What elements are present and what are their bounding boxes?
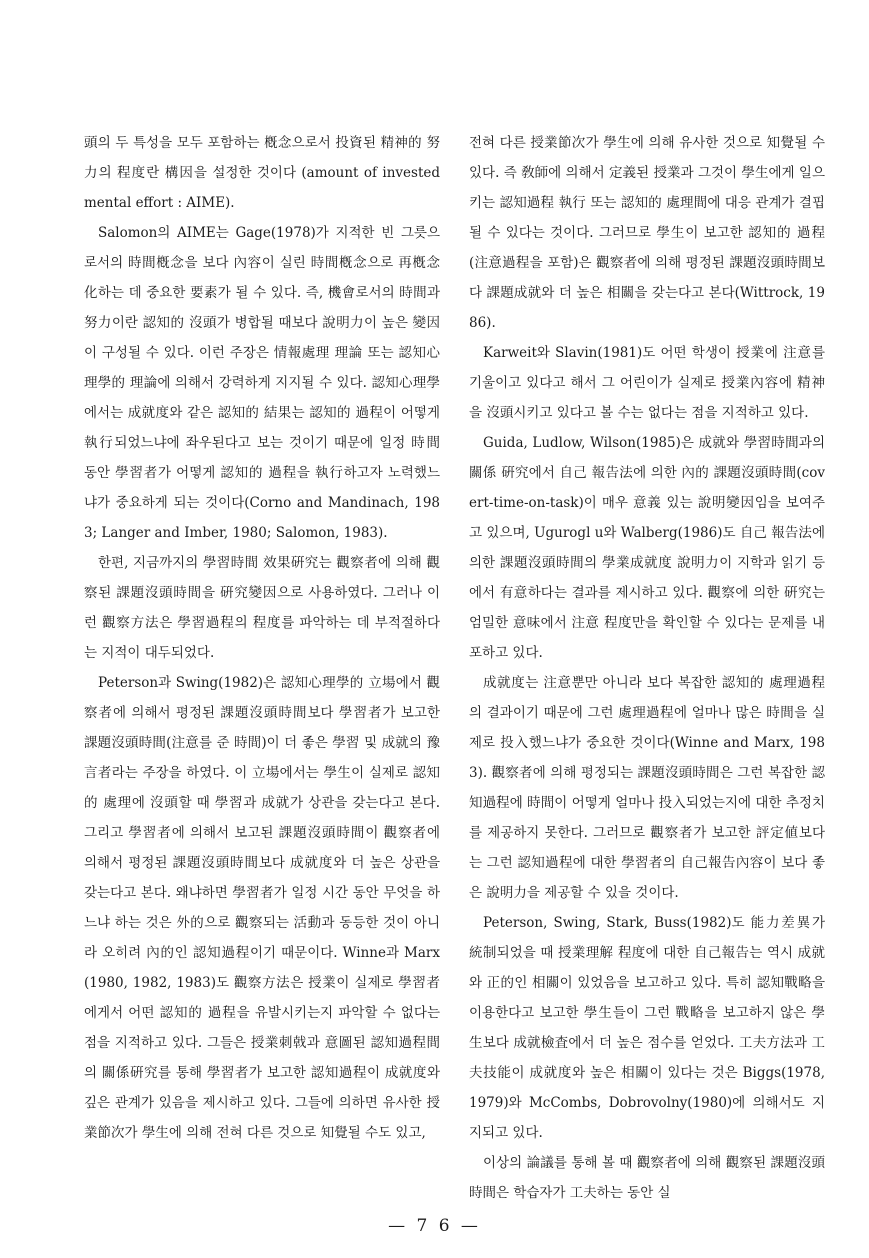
paragraph: Salomon의 AIME는 Gage(1978)가 지적한 빈 그릇으로서의 時間槪念을 보다 內容이 실린 時間槪念으로 再槪念化하는 데 중요한 要素가 될 수 있다. 즉, 機會로서의 時間과 努力이란 認知的 沒頭가 병합될 때보다 說明力이 높은 變因이 구성될 수 있다. 이런 주장은 情報處理 理論 또는 認知心理學的 理論에 의해서 강력하게 지지될 수 있다. 認知心理學에서는 成就度와 같은 認知的 結果는 認知的 過程이 어떻게 執行되었느냐에 좌우된다고 보는 것이기 때문에 일정 時間 동안 學習者가 어떻게 認知的 過程을 執行하고자 노력했느냐가 중요하게 되는 것이다(Corno and Mandinach, 1983; Langer and Imber, 1980; Salomon, 1983). bbox=[84, 225, 440, 541]
right-column bbox=[469, 128, 825, 1208]
left-column bbox=[84, 128, 440, 1148]
paragraph: Karweit와 Slavin(1981)도 어떤 학생이 授業에 注意를 기울이고 있다고 해서 그 어린이가 실제로 授業內容에 精神을 沒頭시키고 있다고 볼 수는 없다는 점을 지적하고 있다. bbox=[469, 345, 825, 421]
paragraph: 전혀 다른 授業節次가 學生에 의해 유사한 것으로 知覺될 수 있다. 즉 敎師에 의해서 定義된 授業과 그것이 學生에게 일으키는 認知過程 執行 또는 認知的 處理間에 대응 관계가 결핍될 수 있다는 것이다. 그러므로 學生이 보고한 認知的 過程(注意過程을 포함)은 觀察者에 의해 평정된 課題沒頭時間보다 課題成就와 더 높은 相關을 갖는다고 본다(Wittrock, 1986). bbox=[469, 135, 825, 331]
paragraph: Peterson, Swing, Stark, Buss(1982)도 能力差異가 統制되었을 때 授業理解 程度에 대한 自己報告는 역시 成就와 正的인 相關이 있었음을 보고하고 있다. 특히 認知戰略을 이용한다고 보고한 學生들이 그런 戰略을 보고하지 않은 學生보다 成就檢査에서 더 높은 점수를 얻었다. 工夫方法과 工夫技能이 成就度와 높은 相關이 있다는 것은 Biggs(1978, 1979)와 McCombs, Dobrovolny(1980)에 의해서도 지지되고 있다. bbox=[469, 915, 825, 1141]
paragraph: 成就度는 注意뿐만 아니라 보다 복잡한 認知的 處理過程의 결과이기 때문에 그런 處理過程에 얼마나 많은 時間을 실제로 投入했느냐가 중요한 것이다(Winne and Marx, 1983). 觀察者에 의해 평정되는 課題沒頭時間은 그런 복잡한 認知過程에 時間이 어떻게 얼마나 投入되었는지에 대한 추정치를 제공하지 못한다. 그러므로 觀察者가 보고한 評定値보다는 그런 認知過程에 대한 學習者의 自己報告內容이 보다 좋은 說明力을 제공할 수 있을 것이다. bbox=[469, 675, 825, 901]
paragraph: 이상의 論議를 통해 볼 때 觀察者에 의해 觀察된 課題沒頭時間은 학습자가 工夫하는 동안 실 bbox=[469, 1155, 825, 1201]
page-number: — 7 6 — bbox=[388, 1216, 481, 1236]
paragraph: 頭의 두 특성을 모두 포함하는 槪念으로서 投資된 精神的 努力의 程度란 構因을 설정한 것이다 (amount of invested mental effort : AIME). bbox=[84, 135, 440, 211]
paragraph: Guida, Ludlow, Wilson(1985)은 成就와 學習時間과의 關係 硏究에서 自己 報告法에 의한 內的 課題沒頭時間(covert-time-on-task)이 매우 意義 있는 說明變因임을 보여주고 있으며, Ugurogl u와 Walberg(1986)도 自己 報告法에 의한 課題沒頭時間의 學業成就度 說明力이 지학과 읽기 등에서 有意하다는 결과를 제시하고 있다. 觀察에 의한 硏究는 엄밀한 意味에서 注意 程度만을 확인할 수 있다는 문제를 내포하고 있다. bbox=[469, 435, 825, 661]
paragraph: Peterson과 Swing(1982)은 認知心理學的 立場에서 觀察者에 의해서 평정된 課題沒頭時間보다 學習者가 보고한 課題沒頭時間(注意를 준 時間)이 더 좋은 學習 및 成就의 豫言者라는 주장을 하였다. 이 立場에서는 學生이 실제로 認知的 處理에 沒頭할 때 學習과 成就가 상관을 갖는다고 본다. 그리고 學習者에 의해서 보고된 課題沒頭時間이 觀察者에 의해서 평정된 課題沒頭時間보다 成就度와 더 높은 상관을 갖는다고 본다. 왜냐하면 學習者가 일정 시간 동안 무엇을 하느냐 하는 것은 外的으로 觀察되는 活動과 동등한 것이 아니라 오히려 內的인 認知過程이기 때문이다. Winne과 Marx(1980, 1982, 1983)도 觀察方法은 授業이 실제로 學習者에게서 어떤 認知的 過程을 유발시키는지 파악할 수 없다는 점을 지적하고 있다. 그들은 授業刺戟과 意圖된 認知過程間의 關係硏究를 통해 學習者가 보고한 認知過程이 成就度와 깊은 관계가 있음을 제시하고 있다. 그들에 의하면 유사한 授業節次가 學生에 의해 전혀 다른 것으로 知覺될 수도 있고, bbox=[84, 675, 440, 1141]
paragraph: 한편, 지금까지의 學習時間 效果硏究는 觀察者에 의해 觀察된 課題沒頭時間을 硏究變因으로 사용하였다. 그러나 이런 觀察方法은 學習過程의 程度를 파악하는 데 부적절하다는 지적이 대두되었다. bbox=[84, 555, 440, 661]
